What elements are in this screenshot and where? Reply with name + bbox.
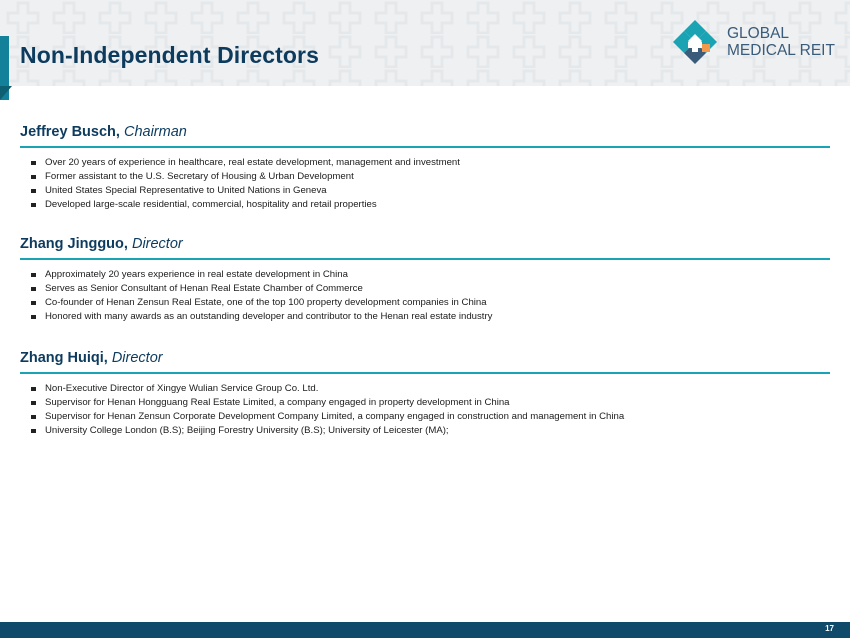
director-role: Chairman xyxy=(123,124,187,140)
bullet-list xyxy=(20,268,830,324)
director-role: Director xyxy=(111,350,163,366)
list-item: Non-Executive Director of Xingye Wulian Service Group Co. Ltd. xyxy=(20,382,830,396)
logo-wordmark xyxy=(727,25,835,59)
list-item: University College London (B.S); Beijing Forestry University (B.S); University of Leicester (MA); xyxy=(20,424,830,438)
list-item: Approximately 20 years experience in real estate development in China xyxy=(20,268,830,282)
director-section-huiqi xyxy=(20,350,830,438)
footer-bar xyxy=(0,622,850,638)
list-item: Supervisor for Henan Zensun Corporate Development Company Limited, a company engaged in construction and management in China xyxy=(20,410,830,424)
list-item: Honored with many awards as an outstanding developer and contributor to the Henan real estate industry xyxy=(20,310,830,324)
director-heading xyxy=(20,350,830,374)
director-heading xyxy=(20,124,830,148)
director-heading xyxy=(20,236,830,260)
director-section-jingguo xyxy=(20,236,830,324)
bullet-list xyxy=(20,156,830,212)
director-name: Zhang Huiqi, xyxy=(20,350,108,366)
logo-line1: GLOBAL xyxy=(727,25,790,42)
list-item: Former assistant to the U.S. Secretary of Housing & Urban Development xyxy=(20,170,830,184)
list-item: Over 20 years of experience in healthcare, real estate development, management and investment xyxy=(20,156,830,170)
list-item: Co-founder of Henan Zensun Real Estate, one of the top 100 property development companies in China xyxy=(20,296,830,310)
page-number: 17 xyxy=(825,624,834,633)
list-item: United States Special Representative to United Nations in Geneva xyxy=(20,184,830,198)
director-role: Director xyxy=(131,236,183,252)
list-item: Serves as Senior Consultant of Henan Real Estate Chamber of Commerce xyxy=(20,282,830,296)
list-item: Supervisor for Henan Hongguang Real Estate Limited, a company engaged in property development in China xyxy=(20,396,830,410)
page-title: Non-Independent Directors xyxy=(20,42,319,68)
director-name: Jeffrey Busch, xyxy=(20,124,120,140)
logo-line2: MEDICAL REIT xyxy=(727,42,835,59)
director-name: Zhang Jingguo, xyxy=(20,236,128,252)
logo-cross-icon xyxy=(672,20,718,70)
title-accent-tip xyxy=(0,86,12,100)
company-logo xyxy=(672,20,842,70)
director-section-busch xyxy=(20,124,830,212)
list-item: Developed large-scale residential, commercial, hospitality and retail properties xyxy=(20,198,830,212)
bullet-list xyxy=(20,382,830,438)
